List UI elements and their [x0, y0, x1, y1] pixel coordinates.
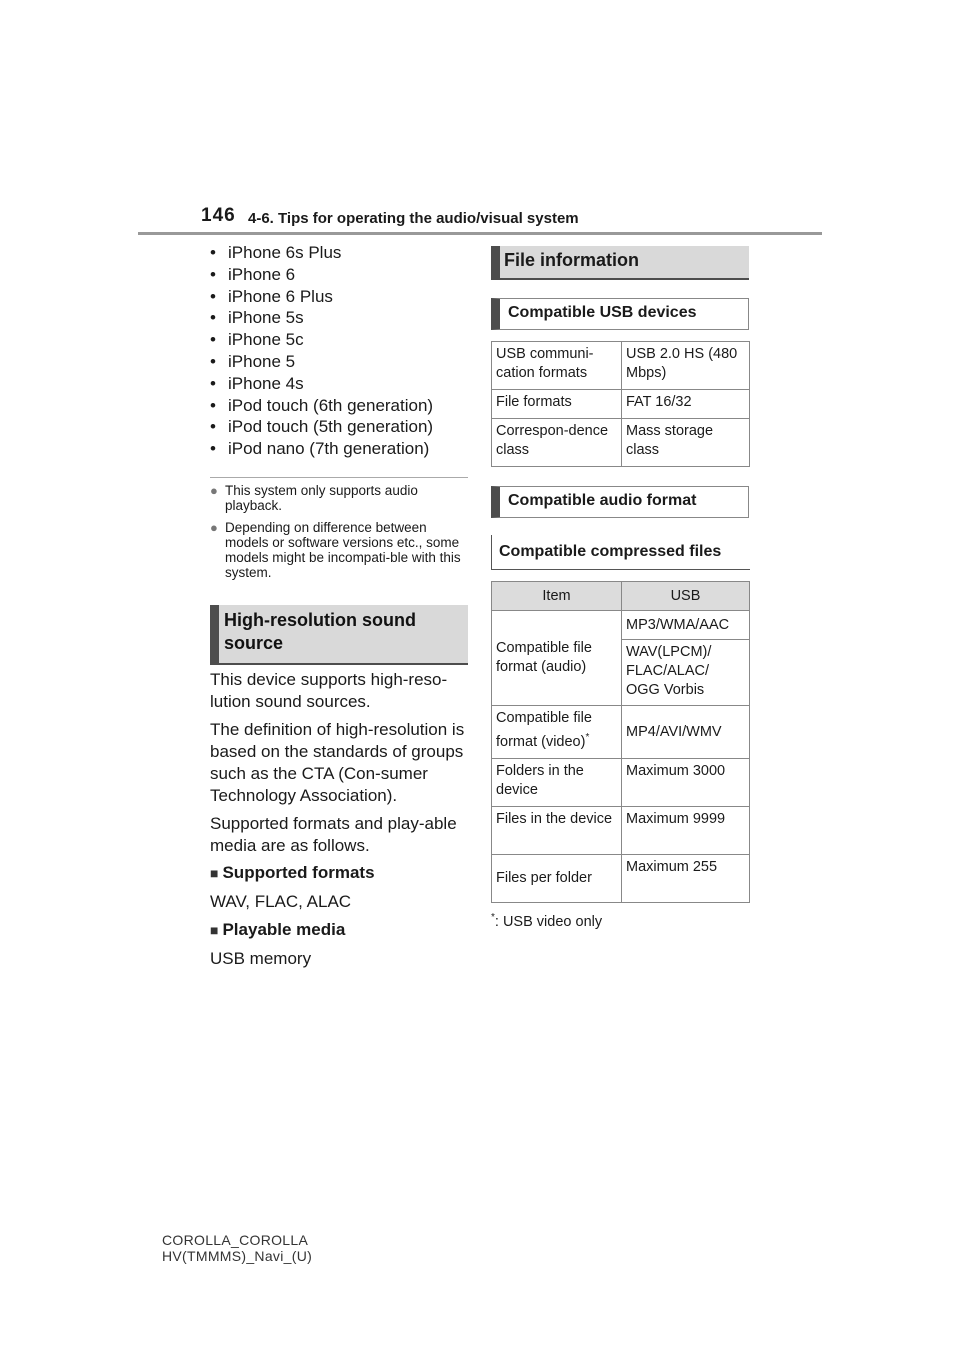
header-rule	[138, 232, 822, 235]
circle-bullet-icon: ●	[210, 520, 218, 535]
list-item: • iPhone 4s	[210, 373, 304, 393]
playable-media-value: USB memory	[210, 949, 312, 968]
table-row: Item USB	[492, 582, 750, 611]
list-item: • iPod nano (7th generation)	[210, 439, 430, 459]
list-item: • iPhone 6 Plus	[210, 286, 333, 306]
footnote: *: USB video only	[491, 912, 603, 930]
table-row: Folders in the device Maximum 3000	[492, 759, 750, 807]
supported-formats-heading: ■ Supported formats	[210, 863, 375, 882]
table-row: WAV(LPCM)/ FLAC/ALAC/ OGG Vorbis	[492, 640, 750, 706]
hires-paragraph-2: The definition of high-resolution is based on the standards of groups such as the CTA (Con-sumer Technology Association).	[210, 720, 465, 805]
hires-paragraph-1: This device supports high-reso-lution sound sources.	[210, 670, 448, 711]
table-row: Files per folder Maximum 255	[492, 855, 750, 903]
section-title: 4-6. Tips for operating the audio/visual system	[248, 210, 579, 227]
notes-divider	[210, 477, 468, 478]
audio-format-heading: Compatible audio format	[491, 486, 749, 518]
table-row: Files in the device Maximum 9999	[492, 807, 750, 855]
list-item: • iPod touch (6th generation)	[210, 395, 434, 415]
list-item: • iPod touch (5th generation)	[210, 417, 434, 437]
square-bullet-icon: ■	[210, 922, 219, 938]
hires-paragraph-3: Supported formats and play-able media are as follows.	[210, 814, 457, 855]
usb-devices-heading: Compatible USB devices	[491, 298, 749, 330]
list-item: • iPhone 6s Plus	[210, 243, 342, 262]
list-item: • iPhone 5s	[210, 308, 304, 328]
device-list	[210, 242, 433, 460]
document-footer: COROLLA_COROLLA HV(TMMMS)_Navi_(U)	[162, 1232, 313, 1264]
table-row: Compatible file format (audio) MP3/WMA/AAC	[492, 611, 750, 640]
file-info-heading: File information	[491, 246, 749, 280]
compressed-files-table	[491, 581, 750, 903]
compressed-files-heading: Compatible compressed files	[491, 535, 750, 570]
circle-bullet-icon: ●	[210, 483, 218, 498]
table-row: File formats FAT 16/32	[492, 390, 750, 419]
hires-heading: High-resolution sound source	[210, 605, 468, 665]
playable-media-heading: ■ Playable media	[210, 920, 346, 939]
page-number: 146	[201, 205, 236, 226]
supported-formats-value: WAV, FLAC, ALAC	[210, 892, 352, 911]
note-item: ● Depending on difference between models or software versions etc., some models might be incompati-ble with this system.	[210, 520, 461, 580]
table-row: USB communi-cation formats USB 2.0 HS (480 Mbps)	[492, 342, 750, 390]
list-item: • iPhone 6	[210, 264, 296, 284]
note-item: ● This system only supports audio playback.	[210, 483, 418, 513]
usb-devices-table	[491, 341, 750, 467]
square-bullet-icon: ■	[210, 865, 219, 881]
table-row: Correspon-dence class Mass storage class	[492, 419, 750, 467]
table-row: Compatible file format (video)* MP4/AVI/WMV	[492, 706, 750, 759]
list-item: • iPhone 5	[210, 351, 296, 371]
list-item: • iPhone 5c	[210, 330, 304, 350]
